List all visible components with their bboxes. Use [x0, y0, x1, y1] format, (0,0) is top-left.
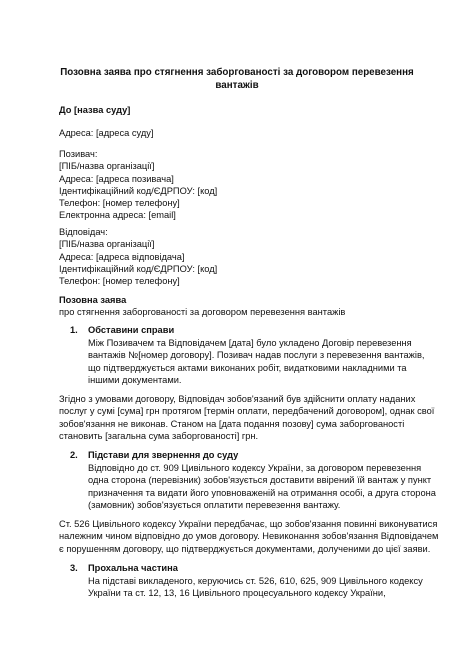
defendant-phone: Телефон: [номер телефону] — [59, 276, 180, 287]
section-heading — [70, 324, 420, 336]
claim-heading: Позовна заява — [59, 295, 127, 305]
defendant-block — [59, 226, 419, 287]
defendant-id-code: Ідентифікаційний код/ЄДРПОУ: [код] — [59, 263, 218, 274]
section-heading — [70, 449, 420, 461]
plaintiff-address: Адреса: [адреса позивача] — [59, 173, 174, 184]
text-line: (замовник) зобов'язується оплатити перевезення вантажу. — [88, 499, 341, 510]
plaintiff-label: Позивач: — [59, 149, 98, 159]
text-line: України та ст. 12, 13, 16 Цивільного процесуального кодексу України, — [88, 588, 386, 599]
title-line: Позовна заява про стягнення заборгованості за договором перевезення — [60, 67, 414, 78]
section-title: Прохальна частина — [88, 563, 178, 573]
text-line: Згідно з умовами договору, Відповідач зобов'язаний був здійснити оплату наданих — [59, 394, 416, 404]
plaintiff-phone: Телефон: [номер телефону] — [59, 198, 180, 209]
text-line: іншими документами. — [88, 374, 182, 385]
text-line: Відповідно до ст. 909 Цивільного кодексу України, за договором перевезення — [88, 463, 422, 473]
claim-subtitle: про стягнення заборгованості за договором перевезення вантажів — [59, 307, 346, 318]
section-title: Підстави для звернення до суду — [88, 450, 239, 460]
court-address: Адреса: [адреса суду] — [59, 128, 154, 138]
section-body — [88, 337, 423, 386]
plaintiff-name: [ПІБ/назва організації] — [59, 161, 155, 172]
plaintiff-id-code: Ідентифікаційний код/ЄДРПОУ: [код] — [59, 185, 218, 196]
claim-heading-block — [59, 294, 419, 319]
text-line: Ст. 526 Цивільного кодексу України передбачає, що зобов'язання повинні виконуватися — [59, 519, 438, 529]
plaintiff-block — [59, 148, 419, 222]
paragraph — [59, 393, 435, 442]
title-line: вантажів — [215, 80, 259, 91]
defendant-name: [ПІБ/назва організації] — [59, 239, 155, 250]
section-body — [88, 462, 436, 511]
section-number: 1. — [70, 325, 78, 335]
text-line: зобов'язання не виконав. Станом на [дата подання позову] сума заборгованості — [59, 418, 405, 429]
text-line: що підтверджується актами виконаних робіт, видатковими накладними та — [88, 362, 407, 373]
text-line: належним чином відповідно до умов договору. Невиконання зобов'язання Відповідачем — [59, 531, 439, 542]
document-title — [60, 66, 414, 92]
text-line: Між Позивачем та Відповідачем [дата] було укладено Договір перевезення — [88, 338, 412, 348]
paragraph — [59, 518, 439, 555]
text-line: є порушенням договору, що підтверджується документами, долученими до цієї заяви. — [59, 543, 431, 554]
text-line: На підставі викладеного, керуючись ст. 526, 610, 625, 909 Цивільного кодексу — [88, 576, 423, 586]
defendant-label: Відповідач: — [59, 227, 108, 237]
section-number: 3. — [70, 563, 78, 573]
court-heading: До [назва суду] — [59, 105, 131, 115]
text-line: одна сторона (перевізник) зобов'язується доставити ввірений їй вантаж у пункт — [88, 475, 432, 486]
text-line: становить [загальна сума заборгованості] грн. — [59, 430, 259, 441]
section-heading — [70, 562, 420, 574]
text-line: призначення та видати його уповноваженій на отримання особі, а друга сторона — [88, 487, 436, 498]
section-number: 2. — [70, 450, 78, 460]
text-line: вантажів №[номер договору]. Позивач надав послуги з перевезення вантажів, — [88, 350, 425, 361]
section-title: Обставини справи — [88, 325, 175, 335]
plaintiff-email: Електронна адреса: [email] — [59, 210, 176, 221]
section-body — [88, 575, 423, 600]
text-line: послуг у сумі [сума] грн протягом [термін оплати, передбачений договором], однак свої — [59, 406, 435, 417]
defendant-address: Адреса: [адреса відповідача] — [59, 251, 185, 262]
